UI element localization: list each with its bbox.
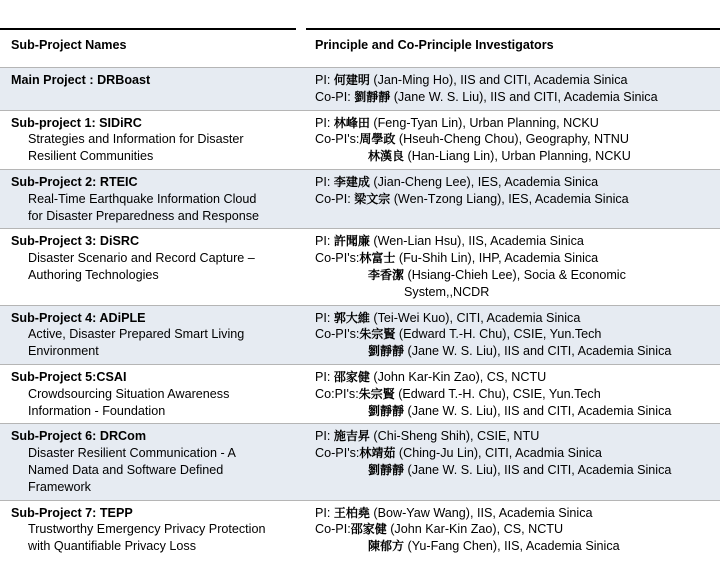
sub-project-cell: [0, 424, 303, 500]
sub-project-title: Main Project : DRBoast: [11, 72, 297, 89]
investigator-line: [315, 462, 714, 479]
sub-project-description: Disaster Resilient Communication - A: [11, 445, 297, 462]
investigator-chinese-name: 林峰田: [334, 116, 370, 130]
investigator-chinese-name: 劉靜靜: [368, 344, 404, 358]
investigator-line: [315, 233, 714, 250]
investigator-chinese-name: 陳郁方: [368, 539, 404, 553]
header-investigators: Principle and Co-Principle Investigators: [303, 28, 720, 68]
investigator-chinese-name: 施吉昇: [334, 429, 370, 443]
sub-project-description: with Quantifiable Privacy Loss: [11, 538, 297, 555]
investigator-role: Co:PI's:: [315, 387, 359, 401]
table-row: [0, 110, 720, 169]
sub-project-description: Active, Disaster Prepared Smart Living: [11, 326, 297, 343]
investigator-role: PI:: [315, 311, 334, 325]
investigator-line: [315, 250, 714, 267]
investigator-chinese-name: 林漢良: [368, 149, 404, 163]
sub-project-description: Authoring Technologies: [11, 267, 297, 284]
sub-project-cell: [0, 305, 303, 364]
investigator-line: [315, 174, 714, 191]
investigator-details: (Edward T.-H. Chu), CSIE, Yun.Tech: [395, 387, 601, 401]
investigator-role: PI:: [315, 429, 334, 443]
table-body: [0, 68, 720, 561]
sub-project-description: Crowdsourcing Situation Awareness: [11, 386, 297, 403]
investigator-role: PI:: [315, 234, 334, 248]
investigators-cell: [303, 110, 720, 169]
investigator-line: [315, 191, 714, 208]
investigator-line: [315, 369, 714, 386]
investigator-role: PI:: [315, 116, 334, 130]
investigator-chinese-name: 劉靜靜: [354, 90, 390, 104]
investigator-details: (Hseuh-Cheng Chou), Geography, NTNU: [395, 132, 629, 146]
investigator-details: (John Kar-Kin Zao), CS, NCTU: [387, 522, 563, 536]
investigator-chinese-name: 梁文宗: [354, 192, 390, 206]
header-sub-project-names: Sub-Project Names: [0, 28, 303, 68]
investigator-details: (Jane W. S. Liu), IIS and CITI, Academia Sinica: [404, 463, 671, 477]
investigator-details: (Yu-Fang Chen), IIS, Academia Sinica: [404, 539, 620, 553]
investigator-chinese-name: 林富士: [359, 251, 395, 265]
investigator-line: [315, 115, 714, 132]
sub-project-cell: [0, 68, 303, 111]
investigators-cell: [303, 364, 720, 423]
investigator-role: Co-PI's:: [315, 132, 359, 146]
investigator-chinese-name: 王柏堯: [334, 506, 370, 520]
investigator-role: Co-PI's:: [315, 327, 359, 341]
investigator-role: Co-PI's:: [315, 446, 359, 460]
sub-project-cell: [0, 110, 303, 169]
investigator-details: System,,NCDR: [404, 285, 489, 299]
investigator-role: Co-PI:: [315, 192, 354, 206]
investigator-line: [315, 89, 714, 106]
sub-project-description: Environment: [11, 343, 297, 360]
investigator-details: (Chi-Sheng Shih), CSIE, NTU: [370, 429, 539, 443]
investigator-chinese-name: 邵家健: [351, 522, 387, 536]
sub-project-cell: [0, 169, 303, 228]
sub-project-title: Sub-Project 3: DiSRC: [11, 233, 297, 250]
investigator-line: [315, 326, 714, 343]
investigator-details: (Jian-Cheng Lee), IES, Academia Sinica: [370, 175, 598, 189]
investigator-chinese-name: 林靖茹: [359, 446, 395, 460]
investigator-chinese-name: 劉靜靜: [368, 404, 404, 418]
investigator-details: (Hsiang-Chieh Lee), Socia & Economic: [404, 268, 626, 282]
sub-project-title: Sub-project 1: SIDiRC: [11, 115, 297, 132]
investigator-line: [315, 310, 714, 327]
investigator-line: [315, 284, 714, 301]
investigator-line: [315, 505, 714, 522]
table-row: [0, 305, 720, 364]
investigator-line: [315, 72, 714, 89]
investigator-line: [315, 521, 714, 538]
table-row: [0, 169, 720, 228]
sub-project-title: Sub-Project 2: RTEIC: [11, 174, 297, 191]
investigator-details: (Feng-Tyan Lin), Urban Planning, NCKU: [370, 116, 599, 130]
investigators-cell: [303, 229, 720, 305]
investigator-line: [315, 148, 714, 165]
investigator-role: Co-PI's:: [315, 251, 359, 265]
investigator-line: [315, 538, 714, 555]
table-header-row: [0, 28, 720, 68]
investigator-details: (Fu-Shih Lin), IHP, Academia Sinica: [395, 251, 598, 265]
sub-project-title: Sub-Project 5:CSAI: [11, 369, 297, 386]
sub-project-title: Sub-Project 7: TEPP: [11, 505, 297, 522]
table-row: [0, 424, 720, 500]
sub-project-description: Real-Time Earthquake Information Cloud: [11, 191, 297, 208]
investigator-line: [315, 403, 714, 420]
sub-project-description: Information - Foundation: [11, 403, 297, 420]
investigator-chinese-name: 朱宗賢: [359, 387, 395, 401]
table-row: [0, 364, 720, 423]
investigator-line: [315, 386, 714, 403]
investigator-role: PI:: [315, 73, 334, 87]
investigator-chinese-name: 邵家健: [334, 370, 370, 384]
investigator-details: (Jan-Ming Ho), IIS and CITI, Academia Sinica: [370, 73, 628, 87]
investigators-cell: [303, 68, 720, 111]
investigator-line: [315, 131, 714, 148]
sub-project-description: for Disaster Preparedness and Response: [11, 208, 297, 225]
table-row: [0, 500, 720, 561]
investigator-chinese-name: 朱宗賢: [359, 327, 395, 341]
investigator-role: PI:: [315, 370, 334, 384]
investigator-role: PI:: [315, 506, 334, 520]
investigator-details: (Jane W. S. Liu), IIS and CITI, Academia Sinica: [390, 90, 657, 104]
investigator-chinese-name: 何建明: [334, 73, 370, 87]
investigator-role: PI:: [315, 175, 334, 189]
table-row: [0, 229, 720, 305]
sub-project-description: Named Data and Software Defined: [11, 462, 297, 479]
investigator-details: (John Kar-Kin Zao), CS, NCTU: [370, 370, 546, 384]
investigator-details: (Han-Liang Lin), Urban Planning, NCKU: [404, 149, 631, 163]
sub-project-title: Sub-Project 4: ADiPLE: [11, 310, 297, 327]
investigator-line: [315, 428, 714, 445]
investigator-details: (Ching-Ju Lin), CITI, Acadmia Sinica: [395, 446, 601, 460]
sub-project-description: Resilient Communities: [11, 148, 297, 165]
investigator-details: (Wen-Lian Hsu), IIS, Academia Sinica: [370, 234, 584, 248]
investigator-line: [315, 445, 714, 462]
sub-project-description: Trustworthy Emergency Privacy Protection: [11, 521, 297, 538]
investigator-role: Co-PI:: [315, 522, 351, 536]
investigator-line: [315, 343, 714, 360]
sub-project-description: Framework: [11, 479, 297, 496]
investigator-details: (Jane W. S. Liu), IIS and CITI, Academia Sinica: [404, 344, 671, 358]
investigator-chinese-name: 李香潔: [368, 268, 404, 282]
investigator-chinese-name: 周學政: [359, 132, 395, 146]
investigator-details: (Bow-Yaw Wang), IIS, Academia Sinica: [370, 506, 593, 520]
investigator-role: Co-PI:: [315, 90, 354, 104]
sub-project-cell: [0, 229, 303, 305]
investigator-chinese-name: 郭大維: [334, 311, 370, 325]
sub-project-description: Disaster Scenario and Record Capture –: [11, 250, 297, 267]
investigators-table: [0, 28, 720, 561]
table-row: [0, 68, 720, 111]
investigator-chinese-name: 許聞廉: [334, 234, 370, 248]
investigator-chinese-name: 李建成: [334, 175, 370, 189]
investigators-cell: [303, 500, 720, 561]
sub-project-description: Strategies and Information for Disaster: [11, 131, 297, 148]
investigator-details: (Jane W. S. Liu), IIS and CITI, Academia Sinica: [404, 404, 671, 418]
sub-project-title: Sub-Project 6: DRCom: [11, 428, 297, 445]
investigators-cell: [303, 424, 720, 500]
investigator-details: (Edward T.-H. Chu), CSIE, Yun.Tech: [395, 327, 601, 341]
investigators-cell: [303, 305, 720, 364]
investigators-cell: [303, 169, 720, 228]
investigator-details: (Wen-Tzong Liang), IES, Academia Sinica: [390, 192, 628, 206]
sub-project-cell: [0, 500, 303, 561]
sub-project-cell: [0, 364, 303, 423]
investigator-chinese-name: 劉靜靜: [368, 463, 404, 477]
investigator-details: (Tei-Wei Kuo), CITI, Academia Sinica: [370, 311, 580, 325]
investigator-line: [315, 267, 714, 284]
